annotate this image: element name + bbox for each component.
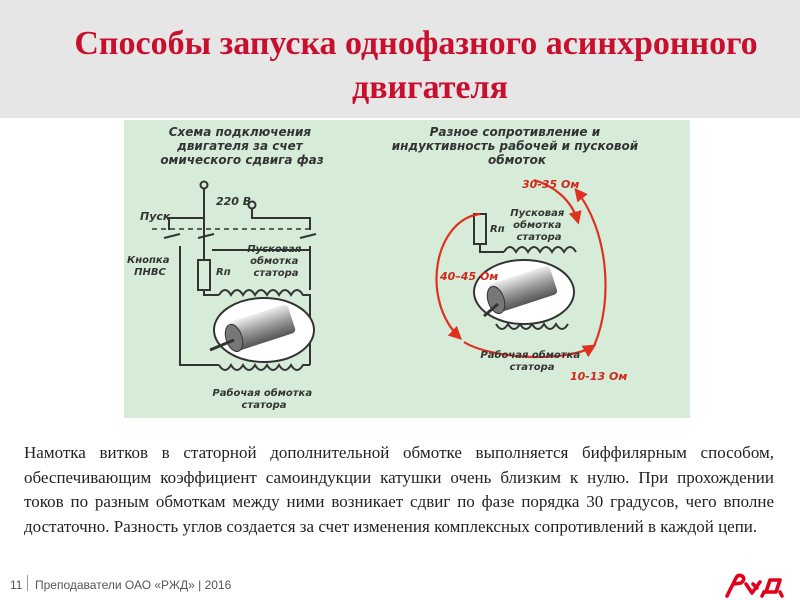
resistor-label-right: Rп bbox=[490, 224, 505, 235]
work-winding-label-left: Рабочая обмотка статора bbox=[212, 388, 313, 411]
right-caption: Разное сопротивление и индуктивность рабочей и пусковой обмоток bbox=[391, 125, 639, 167]
body-paragraph: Намотка витков в статорной дополнительной обмотке выполняется биффилярным способом, обеспечивающим коэффициент самоиндукции катушки очень близким к нулю. При прохождении токов по разным обмоткам между ними возникает сдвиг по фазе порядка 30 градусов, чего вполне достаточно. Разность углов создается за счет изменения комплексных сопротивлений в каждой цепи. bbox=[24, 443, 774, 536]
ohm-label-bottom: 10-13 Ом bbox=[570, 370, 628, 383]
start-winding-label-right: Пусковая обмотка статора bbox=[510, 208, 565, 243]
slide-title-line-2: двигателя bbox=[352, 69, 508, 106]
left-caption: Схема подключения двигателя за счет омического сдвига фаз bbox=[160, 125, 324, 167]
page-number: 11 bbox=[10, 578, 23, 592]
work-winding-label-right: Рабочая обмотка статора bbox=[480, 350, 581, 373]
footer-text: Преподаватели ОАО «РЖД» | 2016 bbox=[35, 578, 232, 592]
start-winding-label-left: Пусковая обмотка статора bbox=[247, 244, 302, 279]
rzd-logo-icon bbox=[722, 570, 788, 598]
ohm-label-top: 30-35 Ом bbox=[522, 178, 580, 191]
motor-diagram-figure bbox=[124, 120, 690, 418]
left-rotor-icon bbox=[210, 298, 314, 362]
resistor-label-left: Rп bbox=[216, 267, 231, 278]
footer-separator bbox=[27, 575, 28, 591]
voltage-label: 220 В bbox=[216, 195, 252, 208]
slide-title-line-1: Способы запуска однофазного асинхронного bbox=[74, 25, 758, 62]
start-label: Пуск bbox=[140, 210, 171, 223]
ohm-label-middle: 40–45 Ом bbox=[440, 270, 499, 283]
motor-diagram-svg bbox=[124, 120, 690, 418]
button-label: Кнопка ПНВС bbox=[127, 255, 170, 278]
footer bbox=[0, 570, 800, 600]
